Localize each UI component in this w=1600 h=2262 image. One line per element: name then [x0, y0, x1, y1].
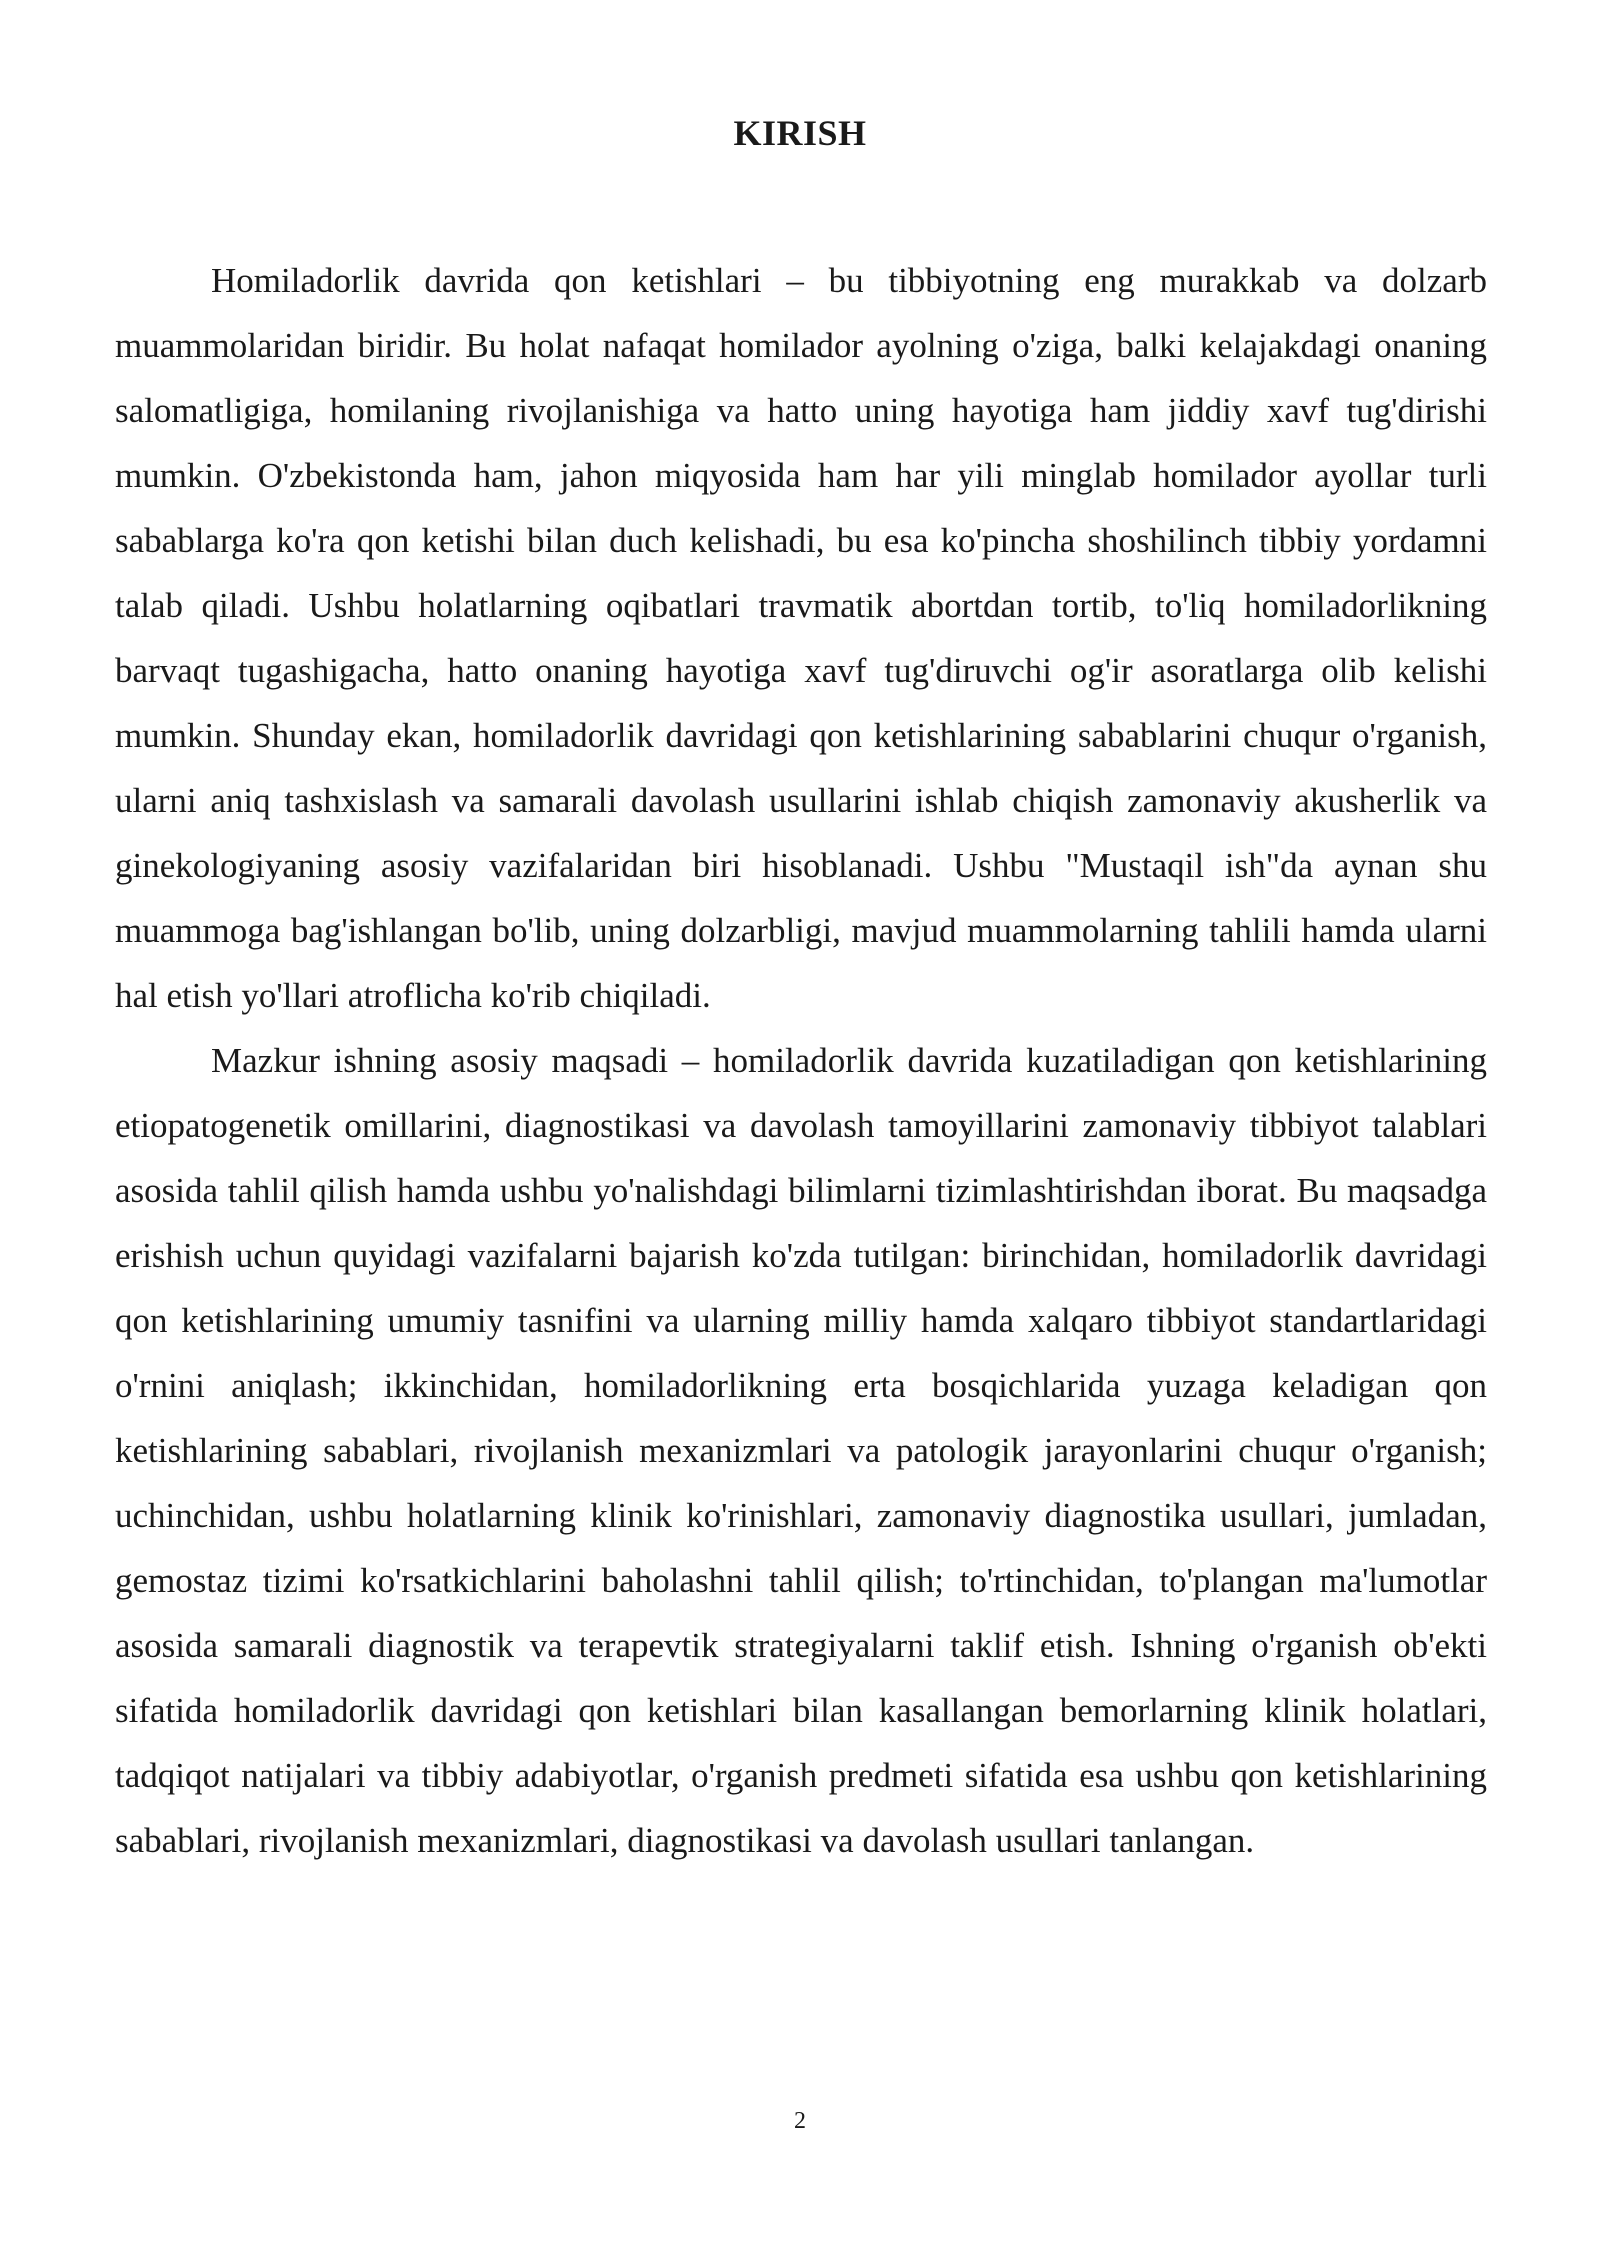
document-body: [115, 248, 1487, 1873]
page-number: 2: [794, 2108, 806, 2134]
paragraph-aims: Mazkur ishning asosiy maqsadi – homiladorlik davrida kuzatiladigan qon ketishlarining etiopatogenetik omillarini, diagnostikasi va davolash tamoyillarini zamonaviy tibbiyot talablari asosida tahlil qilish hamda ushbu yo'nalishdagi bilimlarni tizimlashtirishdan iborat. Bu maqsadga erishish uchun quyidagi vazifalarni bajarish ko'zda tutilgan: birinchidan, homiladorlik davridagi qon ketishlarining umumiy tasnifini va ularning milliy hamda xalqaro tibbiyot standartlaridagi o'rnini aniqlash; ikkinchidan, homiladorlikning erta bosqichlarida yuzaga keladigan qon ketishlarining sabablari, rivojlanish mexanizmlari va patologik jarayonlarini chuqur o'rganish; uchinchidan, ushbu holatlarning klinik ko'rinishlari, zamonaviy diagnostika usullari, jumladan, gemostaz tizimi ko'rsatkichlarini baholashni tahlil qilish; to'rtinchidan, to'plangan ma'lumotlar asosida samarali diagnostik va terapevtik strategiyalarni taklif etish. Ishning o'rganish ob'ekti sifatida homiladorlik davridagi qon ketishlari bilan kasallangan bemorlarning klinik holatlari, tadqiqot natijalari va tibbiy adabiyotlar, o'rganish predmeti sifatida esa ushbu qon ketishlarining sabablari, rivojlanish mexanizmlari, diagnostikasi va davolash usullari tanlangan.: [115, 1041, 1487, 1860]
page-title: KIRISH: [733, 113, 867, 153]
paragraph-introduction: Homiladorlik davrida qon ketishlari – bu tibbiyotning eng murakkab va dolzarb muammolaridan biridir. Bu holat nafaqat homilador ayolning o'ziga, balki kelajakdagi onaning salomatligiga, homilaning rivojlanishiga va hatto uning hayotiga ham jiddiy xavf tug'dirishi mumkin. O'zbekistonda ham, jahon miqyosida ham har yili minglab homilador ayollar turli sabablarga ko'ra qon ketishi bilan duch kelishadi, bu esa ko'pincha shoshilinch tibbiy yordamni talab qiladi. Ushbu holatlarning oqibatlari travmatik abortdan tortib, to'liq homiladorlikning barvaqt tugashigacha, hatto onaning hayotiga xavf tug'diruvchi og'ir asoratlarga olib kelishi mumkin. Shunday ekan, homiladorlik davridagi qon ketishlarining sabablarini chuqur o'rganish, ularni aniq tashxislash va samarali davolash usullarini ishlab chiqish zamonaviy akusherlik va ginekologiyaning asosiy vazifalaridan biri hisoblanadi. Ushbu "Mustaqil ish"da aynan shu muammoga bag'ishlangan bo'lib, uning dolzarbligi, mavjud muammolarning tahlili hamda ularni hal etish yo'llari atroflicha ko'rib chiqiladi.: [115, 261, 1487, 1015]
